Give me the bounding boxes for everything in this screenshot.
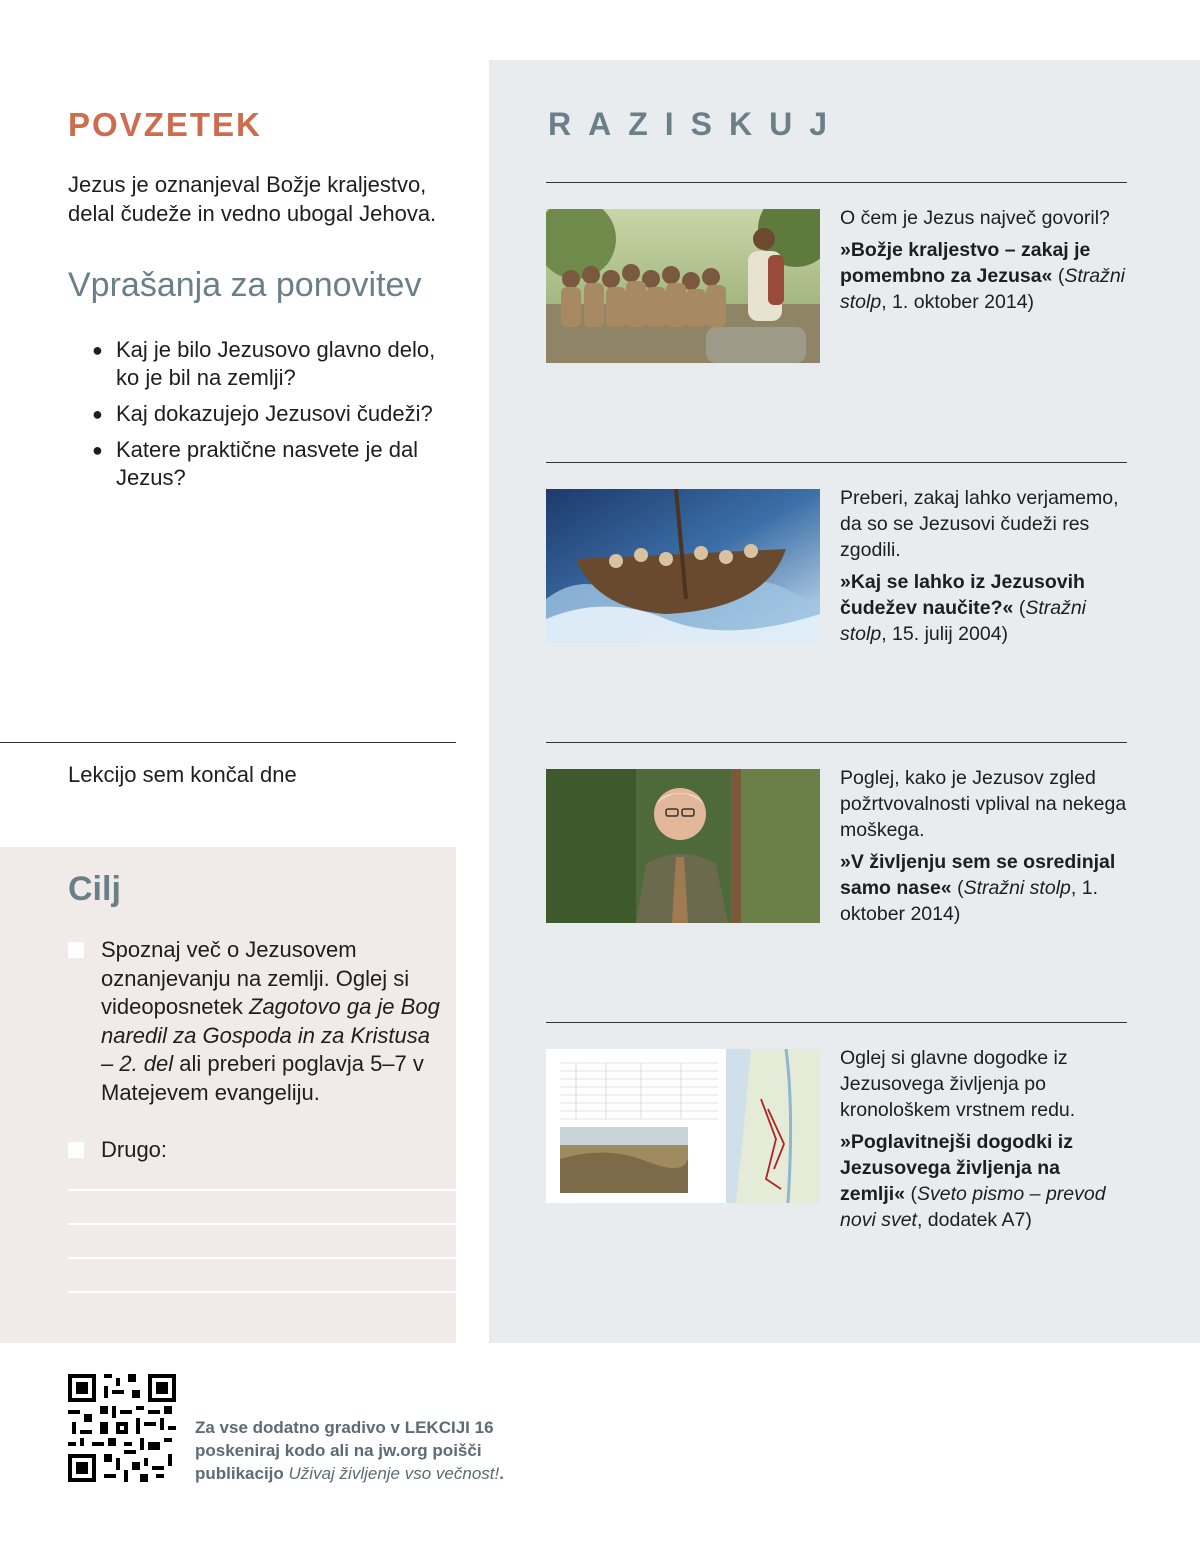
boat-in-storm-image[interactable] — [546, 489, 820, 643]
summary-title: POVZETEK — [68, 106, 262, 143]
goal-title: Cilj — [68, 870, 121, 908]
write-line[interactable] — [68, 1189, 456, 1191]
qr-code-icon[interactable] — [68, 1374, 176, 1482]
write-line[interactable] — [68, 1223, 456, 1225]
divider — [546, 462, 1127, 463]
illustration — [546, 209, 820, 363]
illustration — [546, 1049, 820, 1203]
footer-text: Za vse dodatno gradivo v LEKCIJI 16 poskeniraj kodo ali na jw.org poišči publikacijo Uživaj življenje vso večnost!. — [195, 1418, 504, 1483]
explore-item-text: Oglej si glavne dogodke iz Jezusovega življenja po kronološkem vrstnem redu. »Poglavitnejši dogodki iz Jezusovega življenja na zemlji« (Sveto pismo – prevod novi svet, dodatek A7) — [840, 1047, 1106, 1231]
summary-text-line1: Jezus je oznanjeval Božje kraljestvo, — [68, 172, 427, 197]
illustration — [546, 489, 820, 643]
bullet-icon: ● — [92, 340, 103, 360]
article-link[interactable]: »Božje kraljestvo – zakaj je pomembno za Jezusa« — [840, 239, 1091, 287]
photo — [546, 769, 820, 923]
checkbox[interactable] — [68, 942, 84, 958]
bullet-icon: ● — [92, 404, 103, 424]
article-link[interactable]: »V življenju sem se osredinjal samo nase« — [840, 851, 1116, 899]
goal-item-learn-more[interactable] — [68, 936, 448, 1107]
jesus-teaching-crowd-image[interactable] — [546, 209, 820, 363]
review-question: ● Katere praktične nasvete je dal Jezus? — [92, 437, 419, 490]
explore-item-text: O čem je Jezus največ govoril? »Božje kraljestvo – zakaj je pomembno za Jezusa« (Stražni stolp, 1. oktober 2014) — [840, 207, 1126, 313]
write-line[interactable] — [68, 1291, 456, 1293]
review-questions-title: Vprašanja za ponovitev — [68, 266, 422, 304]
timeline-chart-and-map-image[interactable] — [546, 1049, 820, 1203]
smiling-man-portrait-image[interactable] — [546, 769, 820, 923]
checkbox[interactable] — [68, 1142, 84, 1158]
summary-text-line2: delal čudeže in vedno ubogal Jehova. — [68, 201, 437, 226]
summary-text — [68, 170, 468, 228]
article-link[interactable]: »Kaj se lahko iz Jezusovih čudežev naučite?« — [840, 571, 1085, 619]
review-questions-list — [92, 336, 462, 500]
divider — [546, 182, 1127, 183]
divider — [546, 742, 1127, 743]
goal-item-other[interactable] — [68, 1136, 448, 1165]
review-question: ● Kaj dokazujejo Jezusovi čudeži? — [92, 401, 433, 426]
review-question: ● Kaj je bilo Jezusovo glavno delo, ko je bil na zemlji? — [92, 337, 436, 390]
explore-item-text: Preberi, zakaj lahko verjamemo, da so se Jezusovi čudeži res zgodili. »Kaj se lahko iz Jezusovih čudežev naučite?« (Stražni stolp, 15. julij 2004) — [840, 487, 1119, 645]
article-link[interactable]: »Poglavitnejši dogodki iz Jezusovega življenja na zemlji« — [840, 1131, 1073, 1205]
bullet-icon: ● — [92, 440, 103, 460]
write-line[interactable] — [68, 1257, 456, 1259]
goal-item-text: Spoznaj več o Jezusovem oznanjevanju na zemlji. Oglej si videoposnetek Zagotovo ga je Bog naredil za Gospoda in za Kristusa – 2. del ali preberi poglavja 5–7 v Matejevem evangeliju. — [101, 937, 440, 1105]
explore-title: RAZISKUJ — [548, 106, 845, 142]
lesson-completed-label: Lekcijo sem končal dne — [68, 762, 297, 787]
divider — [546, 1022, 1127, 1023]
goal-item-text: Drugo: — [101, 1137, 168, 1162]
divider — [0, 742, 456, 743]
explore-item-text: Poglej, kako je Jezusov zgled požrtvovalnosti vplival na nekega moškega. »V življenju sem se osredinjal samo nase« (Stražni stolp, 1. oktober 2014) — [840, 767, 1127, 925]
